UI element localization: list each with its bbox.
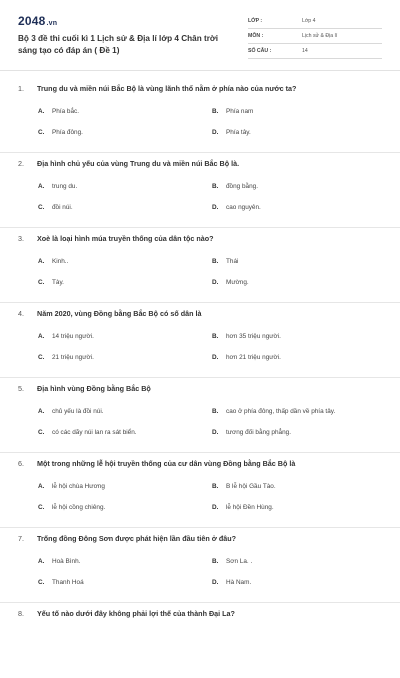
question-prompt: Năm 2020, vùng Đồng bằng Bắc Bộ có số dân là	[37, 309, 202, 318]
question-item	[0, 153, 400, 228]
meta-value: Lịch sử & Địa lí	[302, 33, 338, 39]
option-c[interactable]: C. Tày.	[38, 279, 64, 286]
question-number: 7.	[18, 534, 24, 543]
document-title: Bộ 3 đề thi cuối kì 1 Lịch sử & Địa lí lớp 4 Chân trời sáng tạo có đáp án ( Đề 1)	[18, 34, 219, 55]
option-a[interactable]: A. Hoà Bình.	[38, 558, 81, 565]
option-b[interactable]: B. Thái	[212, 258, 239, 265]
option-b[interactable]: B. B lễ hội Gầu Tào.	[212, 483, 276, 490]
question-prompt: Trung du và miền núi Bắc Bộ là vùng lãnh thổ nằm ở phía nào của nước ta?	[37, 84, 297, 93]
meta-table	[248, 14, 382, 59]
option-d[interactable]: D. Phía tây.	[212, 129, 251, 136]
option-c[interactable]: C. Phía đông.	[38, 129, 83, 136]
logo-suffix: .vn	[46, 20, 58, 27]
option-b[interactable]: B. Sơn La. .	[212, 558, 253, 565]
document-header	[18, 14, 382, 68]
question-item	[0, 78, 400, 153]
logo-main: 2048	[18, 14, 46, 28]
question-text	[18, 234, 382, 243]
question-text	[18, 84, 382, 93]
option-c[interactable]: C. đồi núi.	[38, 204, 73, 211]
meta-row-count	[248, 44, 382, 59]
option-a[interactable]: A. chủ yếu là đồi núi.	[38, 408, 104, 415]
question-prompt: Xoè là loại hình múa truyền thống của dân tộc nào?	[37, 234, 214, 243]
option-a[interactable]: A. Kinh..	[38, 258, 69, 265]
question-item	[0, 228, 400, 303]
option-d[interactable]: D. hơn 21 triệu người.	[212, 354, 281, 361]
option-d[interactable]: D. lễ hội Đền Hùng.	[212, 504, 274, 511]
option-d[interactable]: D. cao nguyên.	[212, 204, 261, 211]
question-item	[0, 603, 400, 678]
question-text	[18, 159, 382, 168]
option-d[interactable]: D. Hà Nam.	[212, 579, 252, 586]
question-item	[0, 303, 400, 378]
question-text	[18, 384, 382, 393]
meta-row-subject	[248, 29, 382, 44]
option-a[interactable]: A. trung du.	[38, 183, 78, 190]
option-a[interactable]: A. lễ hội chùa Hương	[38, 483, 105, 490]
question-text	[18, 459, 382, 468]
question-number: 6.	[18, 459, 24, 468]
header-divider	[0, 70, 400, 71]
option-c[interactable]: C. lễ hội cồng chiêng.	[38, 504, 106, 511]
question-item	[0, 378, 400, 453]
meta-value: 14	[302, 48, 308, 54]
option-a[interactable]: A. 14 triệu người.	[38, 333, 94, 340]
question-list	[0, 78, 400, 678]
question-text	[18, 309, 382, 318]
question-number: 8.	[18, 609, 24, 618]
meta-key: LỚP :	[248, 18, 263, 24]
option-c[interactable]: C. 21 triệu người.	[38, 354, 94, 361]
meta-key: SỐ CÂU :	[248, 48, 272, 54]
question-item	[0, 528, 400, 603]
question-item	[0, 453, 400, 528]
question-number: 1.	[18, 84, 24, 93]
option-b[interactable]: B. Phía nam	[212, 108, 254, 115]
question-prompt: Địa hình chủ yếu của vùng Trung du và miền núi Bắc Bộ là.	[37, 159, 240, 168]
option-b[interactable]: B. đồng bằng.	[212, 183, 258, 190]
option-d[interactable]: D. Mường.	[212, 279, 249, 286]
question-prompt: Địa hình vùng Đồng bằng Bắc Bộ	[37, 384, 151, 393]
option-c[interactable]: C. có các dãy núi lan ra sát biển.	[38, 429, 137, 436]
option-b[interactable]: B. hơn 35 triệu người.	[212, 333, 281, 340]
question-number: 3.	[18, 234, 24, 243]
option-c[interactable]: C. Thanh Hoá	[38, 579, 84, 586]
question-number: 5.	[18, 384, 24, 393]
question-prompt: Yếu tố nào dưới đây không phải lợi thế của thành Đại La?	[37, 609, 235, 618]
question-prompt: Trống đồng Đông Sơn được phát hiện lần đầu tiên ở đâu?	[37, 534, 237, 543]
question-text	[18, 609, 382, 618]
meta-row-grade	[248, 14, 382, 29]
question-number: 4.	[18, 309, 24, 318]
question-prompt: Một trong những lễ hội truyền thống của cư dân vùng Đồng bằng Bắc Bộ là	[37, 459, 296, 468]
option-d[interactable]: D. tương đối bằng phẳng.	[212, 429, 291, 436]
site-logo[interactable]	[18, 14, 57, 28]
question-number: 2.	[18, 159, 24, 168]
option-a[interactable]: A. Phía bắc.	[38, 108, 80, 115]
meta-key: MÔN :	[248, 33, 264, 39]
question-text	[18, 534, 382, 543]
option-b[interactable]: B. cao ở phía đông, thấp dần về phía tây.	[212, 408, 336, 415]
meta-value: Lớp 4	[302, 18, 316, 24]
